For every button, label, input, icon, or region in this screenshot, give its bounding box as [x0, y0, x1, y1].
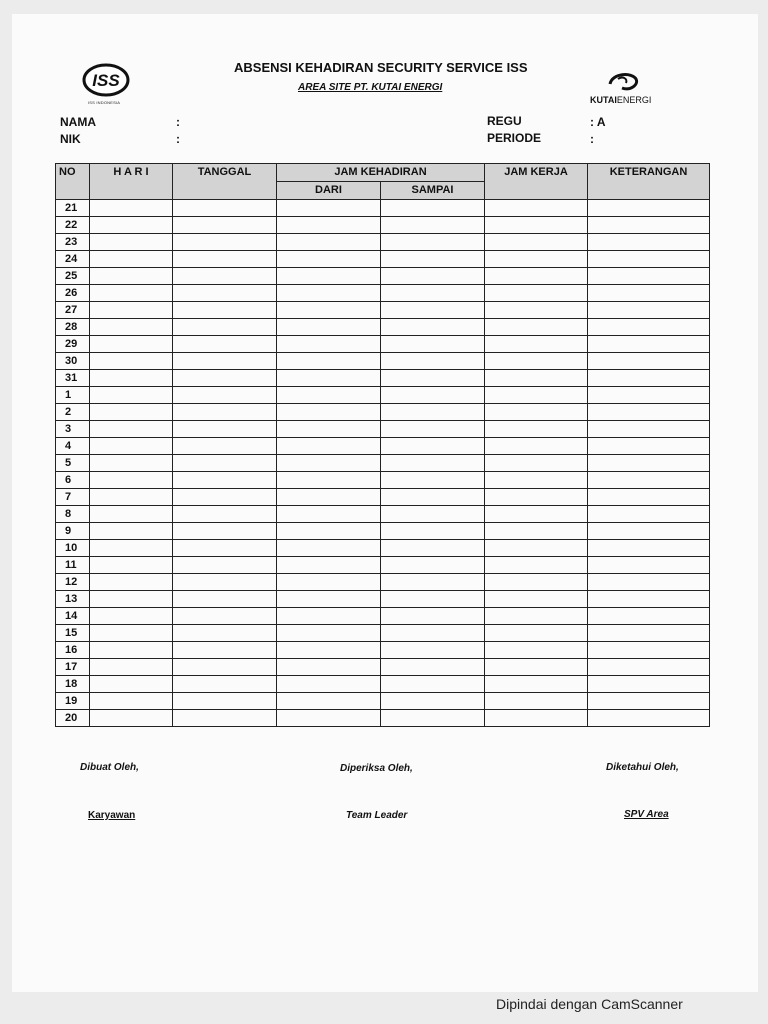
jam-kerja-cell[interactable] [485, 234, 588, 251]
hari-cell[interactable] [90, 404, 173, 421]
hari-cell[interactable] [90, 642, 173, 659]
keterangan-cell[interactable] [588, 676, 710, 693]
hari-cell[interactable] [90, 540, 173, 557]
table-row [56, 268, 710, 285]
keterangan-cell[interactable] [588, 693, 710, 710]
jam-kerja-cell[interactable] [485, 472, 588, 489]
table-row [56, 523, 710, 540]
tanggal-cell[interactable] [173, 336, 277, 353]
table-row [56, 336, 710, 353]
sampai-cell[interactable] [381, 455, 485, 472]
dari-cell[interactable] [277, 319, 381, 336]
col-header-dari: DARI [277, 182, 381, 200]
kutai-energi-logo-text: KUTAIENERGI [590, 95, 652, 105]
tanggal-cell[interactable] [173, 251, 277, 268]
row-number: 6 [56, 472, 90, 489]
tanggal-cell[interactable] [173, 710, 277, 727]
sampai-cell[interactable] [381, 268, 485, 285]
tanggal-cell[interactable] [173, 625, 277, 642]
tanggal-cell[interactable] [173, 455, 277, 472]
hari-cell[interactable] [90, 251, 173, 268]
hari-cell[interactable] [90, 438, 173, 455]
table-row [56, 506, 710, 523]
sampai-cell[interactable] [381, 625, 485, 642]
dari-cell[interactable] [277, 540, 381, 557]
iss-logo-subtext: ISS INDONESIA [88, 100, 121, 105]
hari-cell[interactable] [90, 387, 173, 404]
table-row [56, 659, 710, 676]
jam-kerja-cell[interactable] [485, 217, 588, 234]
jam-kerja-cell[interactable] [485, 710, 588, 727]
tanggal-cell[interactable] [173, 285, 277, 302]
tanggal-cell[interactable] [173, 387, 277, 404]
tanggal-cell[interactable] [173, 540, 277, 557]
row-number: 16 [56, 642, 90, 659]
tanggal-cell[interactable] [173, 557, 277, 574]
hari-cell[interactable] [90, 217, 173, 234]
keterangan-cell[interactable] [588, 387, 710, 404]
row-number: 23 [56, 234, 90, 251]
hari-cell[interactable] [90, 659, 173, 676]
keterangan-cell[interactable] [588, 489, 710, 506]
keterangan-cell[interactable] [588, 421, 710, 438]
table-row [56, 319, 710, 336]
row-number: 4 [56, 438, 90, 455]
row-number: 9 [56, 523, 90, 540]
dibuat-oleh-label: Dibuat Oleh, [80, 762, 139, 773]
sampai-cell[interactable] [381, 285, 485, 302]
keterangan-cell[interactable] [588, 404, 710, 421]
jam-kerja-cell[interactable] [485, 421, 588, 438]
hari-cell[interactable] [90, 234, 173, 251]
table-row [56, 251, 710, 268]
tanggal-cell[interactable] [173, 659, 277, 676]
sampai-cell[interactable] [381, 693, 485, 710]
dari-cell[interactable] [277, 625, 381, 642]
sampai-cell[interactable] [381, 421, 485, 438]
dari-cell[interactable] [277, 455, 381, 472]
keterangan-cell[interactable] [588, 438, 710, 455]
hari-cell[interactable] [90, 591, 173, 608]
col-header-hari: H A R I [90, 164, 173, 200]
col-header-tanggal: TANGGAL [173, 164, 277, 200]
tanggal-cell[interactable] [173, 319, 277, 336]
table-row [56, 557, 710, 574]
table-row [56, 302, 710, 319]
dari-cell[interactable] [277, 506, 381, 523]
hari-cell[interactable] [90, 625, 173, 642]
kutai-energi-logo [590, 70, 662, 110]
table-row [56, 489, 710, 506]
table-row [56, 353, 710, 370]
keterangan-cell[interactable] [588, 472, 710, 489]
sampai-cell[interactable] [381, 591, 485, 608]
jam-kerja-cell[interactable] [485, 574, 588, 591]
table-row [56, 234, 710, 251]
form-title: ABSENSI KEHADIRAN SECURITY SERVICE ISS [234, 60, 528, 75]
hari-cell[interactable] [90, 319, 173, 336]
table-row [56, 676, 710, 693]
keterangan-cell[interactable] [588, 285, 710, 302]
table-row [56, 625, 710, 642]
table-row [56, 642, 710, 659]
attendance-table-body [56, 200, 710, 727]
jam-kerja-cell[interactable] [485, 319, 588, 336]
tanggal-cell[interactable] [173, 234, 277, 251]
sampai-cell[interactable] [381, 319, 485, 336]
hari-cell[interactable] [90, 370, 173, 387]
table-row [56, 370, 710, 387]
row-number: 22 [56, 217, 90, 234]
sampai-cell[interactable] [381, 234, 485, 251]
sampai-cell[interactable] [381, 710, 485, 727]
keterangan-cell[interactable] [588, 642, 710, 659]
table-row [56, 591, 710, 608]
hari-cell[interactable] [90, 574, 173, 591]
jam-kerja-cell[interactable] [485, 489, 588, 506]
row-number: 20 [56, 710, 90, 727]
keterangan-cell[interactable] [588, 659, 710, 676]
jam-kerja-cell[interactable] [485, 404, 588, 421]
table-row [56, 608, 710, 625]
jam-kerja-cell[interactable] [485, 268, 588, 285]
nik-label: NIK [60, 132, 81, 146]
tanggal-cell[interactable] [173, 200, 277, 217]
hari-cell[interactable] [90, 710, 173, 727]
row-number: 10 [56, 540, 90, 557]
row-number: 11 [56, 557, 90, 574]
keterangan-cell[interactable] [588, 523, 710, 540]
row-number: 29 [56, 336, 90, 353]
table-row [56, 472, 710, 489]
hari-cell[interactable] [90, 472, 173, 489]
row-number: 17 [56, 659, 90, 676]
jam-kerja-cell[interactable] [485, 642, 588, 659]
table-row [56, 387, 710, 404]
dari-cell[interactable] [277, 234, 381, 251]
sampai-cell[interactable] [381, 438, 485, 455]
hari-cell[interactable] [90, 285, 173, 302]
jam-kerja-cell[interactable] [485, 506, 588, 523]
keterangan-cell[interactable] [588, 710, 710, 727]
hari-cell[interactable] [90, 200, 173, 217]
jam-kerja-cell[interactable] [485, 302, 588, 319]
keterangan-cell[interactable] [588, 353, 710, 370]
keterangan-cell[interactable] [588, 370, 710, 387]
jam-kerja-cell[interactable] [485, 625, 588, 642]
tanggal-cell[interactable] [173, 472, 277, 489]
tanggal-cell[interactable] [173, 676, 277, 693]
nik-colon: : [176, 132, 180, 146]
col-header-jam-kerja: JAM KERJA [485, 164, 588, 200]
keterangan-cell[interactable] [588, 455, 710, 472]
row-number: 12 [56, 574, 90, 591]
row-number: 8 [56, 506, 90, 523]
nama-colon: : [176, 115, 180, 129]
row-number: 25 [56, 268, 90, 285]
keterangan-cell[interactable] [588, 319, 710, 336]
jam-kerja-cell[interactable] [485, 676, 588, 693]
sampai-cell[interactable] [381, 574, 485, 591]
table-row [56, 217, 710, 234]
dari-cell[interactable] [277, 642, 381, 659]
col-header-jam-kehadiran: JAM KEHADIRAN [277, 164, 485, 182]
tanggal-cell[interactable] [173, 404, 277, 421]
jam-kerja-cell[interactable] [485, 370, 588, 387]
table-row [56, 421, 710, 438]
keterangan-cell[interactable] [588, 302, 710, 319]
team-leader-signature-label: Team Leader [346, 810, 408, 821]
row-number: 30 [56, 353, 90, 370]
iss-logo-icon [82, 63, 130, 97]
jam-kerja-cell[interactable] [485, 251, 588, 268]
col-header-keterangan: KETERANGAN [588, 164, 710, 200]
dari-cell[interactable] [277, 251, 381, 268]
hari-cell[interactable] [90, 268, 173, 285]
keterangan-cell[interactable] [588, 217, 710, 234]
keterangan-cell[interactable] [588, 336, 710, 353]
dari-cell[interactable] [277, 438, 381, 455]
tanggal-cell[interactable] [173, 370, 277, 387]
keterangan-cell[interactable] [588, 234, 710, 251]
periode-colon: : [590, 132, 594, 146]
sampai-cell[interactable] [381, 659, 485, 676]
table-row [56, 693, 710, 710]
sampai-cell[interactable] [381, 370, 485, 387]
col-header-sampai: SAMPAI [381, 182, 485, 200]
sampai-cell[interactable] [381, 557, 485, 574]
sampai-cell[interactable] [381, 217, 485, 234]
row-number: 14 [56, 608, 90, 625]
jam-kerja-cell[interactable] [485, 693, 588, 710]
sampai-cell[interactable] [381, 353, 485, 370]
sampai-cell[interactable] [381, 472, 485, 489]
row-number: 28 [56, 319, 90, 336]
keterangan-cell[interactable] [588, 608, 710, 625]
tanggal-cell[interactable] [173, 591, 277, 608]
hari-cell[interactable] [90, 523, 173, 540]
form-subtitle: AREA SITE PT. KUTAI ENERGI [298, 82, 443, 93]
tanggal-cell[interactable] [173, 421, 277, 438]
sampai-cell[interactable] [381, 387, 485, 404]
table-row [56, 574, 710, 591]
spv-area-signature-label: SPV Area [624, 809, 669, 820]
dari-cell[interactable] [277, 200, 381, 217]
dari-cell[interactable] [277, 268, 381, 285]
tanggal-cell[interactable] [173, 268, 277, 285]
sampai-cell[interactable] [381, 251, 485, 268]
row-number: 26 [56, 285, 90, 302]
keterangan-cell[interactable] [588, 574, 710, 591]
dari-cell[interactable] [277, 523, 381, 540]
sampai-cell[interactable] [381, 523, 485, 540]
table-row [56, 438, 710, 455]
diketahui-oleh-label: Diketahui Oleh, [606, 762, 679, 773]
karyawan-signature-label: Karyawan [88, 810, 136, 821]
dari-cell[interactable] [277, 404, 381, 421]
row-number: 3 [56, 421, 90, 438]
dari-cell[interactable] [277, 659, 381, 676]
iss-logo-text: ISS [92, 71, 120, 90]
dari-cell[interactable] [277, 387, 381, 404]
regu-value: : A [590, 115, 606, 129]
sampai-cell[interactable] [381, 642, 485, 659]
sampai-cell[interactable] [381, 506, 485, 523]
keterangan-cell[interactable] [588, 540, 710, 557]
tanggal-cell[interactable] [173, 693, 277, 710]
tanggal-cell[interactable] [173, 574, 277, 591]
keterangan-cell[interactable] [588, 268, 710, 285]
dari-cell[interactable] [277, 285, 381, 302]
dari-cell[interactable] [277, 217, 381, 234]
keterangan-cell[interactable] [588, 200, 710, 217]
hari-cell[interactable] [90, 353, 173, 370]
row-number: 13 [56, 591, 90, 608]
sampai-cell[interactable] [381, 608, 485, 625]
jam-kerja-cell[interactable] [485, 608, 588, 625]
diperiksa-oleh-label: Diperiksa Oleh, [340, 763, 413, 774]
dari-cell[interactable] [277, 557, 381, 574]
jam-kerja-cell[interactable] [485, 557, 588, 574]
sampai-cell[interactable] [381, 336, 485, 353]
jam-kerja-cell[interactable] [485, 659, 588, 676]
jam-kerja-cell[interactable] [485, 353, 588, 370]
jam-kerja-cell[interactable] [485, 455, 588, 472]
tanggal-cell[interactable] [173, 642, 277, 659]
table-row [56, 455, 710, 472]
keterangan-cell[interactable] [588, 506, 710, 523]
dari-cell[interactable] [277, 302, 381, 319]
tanggal-cell[interactable] [173, 608, 277, 625]
jam-kerja-cell[interactable] [485, 387, 588, 404]
hari-cell[interactable] [90, 421, 173, 438]
tanggal-cell[interactable] [173, 506, 277, 523]
hari-cell[interactable] [90, 557, 173, 574]
hari-cell[interactable] [90, 506, 173, 523]
periode-label: PERIODE [487, 131, 542, 145]
table-row [56, 540, 710, 557]
dari-cell[interactable] [277, 676, 381, 693]
hari-cell[interactable] [90, 693, 173, 710]
jam-kerja-cell[interactable] [485, 523, 588, 540]
nama-label: NAMA [60, 115, 96, 129]
keterangan-cell[interactable] [588, 557, 710, 574]
hari-cell[interactable] [90, 489, 173, 506]
row-number: 24 [56, 251, 90, 268]
table-row [56, 710, 710, 727]
row-number: 19 [56, 693, 90, 710]
tanggal-cell[interactable] [173, 489, 277, 506]
dari-cell[interactable] [277, 608, 381, 625]
row-number: 27 [56, 302, 90, 319]
table-row [56, 200, 710, 217]
col-header-no: NO [56, 164, 90, 200]
jam-kerja-cell[interactable] [485, 540, 588, 557]
dari-cell[interactable] [277, 370, 381, 387]
dari-cell[interactable] [277, 591, 381, 608]
table-row [56, 285, 710, 302]
row-number: 15 [56, 625, 90, 642]
hari-cell[interactable] [90, 455, 173, 472]
table-row [56, 404, 710, 421]
dari-cell[interactable] [277, 489, 381, 506]
tanggal-cell[interactable] [173, 302, 277, 319]
dari-cell[interactable] [277, 421, 381, 438]
row-number: 21 [56, 200, 90, 217]
sampai-cell[interactable] [381, 404, 485, 421]
row-number: 2 [56, 404, 90, 421]
dari-cell[interactable] [277, 353, 381, 370]
keterangan-cell[interactable] [588, 625, 710, 642]
dari-cell[interactable] [277, 710, 381, 727]
jam-kerja-cell[interactable] [485, 336, 588, 353]
dari-cell[interactable] [277, 472, 381, 489]
jam-kerja-cell[interactable] [485, 285, 588, 302]
camscanner-footer: Dipindai dengan CamScanner [496, 996, 683, 1012]
sampai-cell[interactable] [381, 540, 485, 557]
jam-kerja-cell[interactable] [485, 591, 588, 608]
hari-cell[interactable] [90, 302, 173, 319]
tanggal-cell[interactable] [173, 353, 277, 370]
keterangan-cell[interactable] [588, 591, 710, 608]
jam-kerja-cell[interactable] [485, 200, 588, 217]
kutai-energi-logo-icon [604, 70, 644, 94]
sampai-cell[interactable] [381, 489, 485, 506]
row-number: 1 [56, 387, 90, 404]
tanggal-cell[interactable] [173, 523, 277, 540]
row-number: 18 [56, 676, 90, 693]
tanggal-cell[interactable] [173, 438, 277, 455]
jam-kerja-cell[interactable] [485, 438, 588, 455]
tanggal-cell[interactable] [173, 217, 277, 234]
dari-cell[interactable] [277, 693, 381, 710]
hari-cell[interactable] [90, 336, 173, 353]
keterangan-cell[interactable] [588, 251, 710, 268]
row-number: 7 [56, 489, 90, 506]
row-number: 5 [56, 455, 90, 472]
sampai-cell[interactable] [381, 200, 485, 217]
dari-cell[interactable] [277, 574, 381, 591]
attendance-table [55, 163, 710, 727]
hari-cell[interactable] [90, 608, 173, 625]
row-number: 31 [56, 370, 90, 387]
sampai-cell[interactable] [381, 302, 485, 319]
regu-label: REGU [487, 114, 522, 128]
hari-cell[interactable] [90, 676, 173, 693]
dari-cell[interactable] [277, 336, 381, 353]
sampai-cell[interactable] [381, 676, 485, 693]
